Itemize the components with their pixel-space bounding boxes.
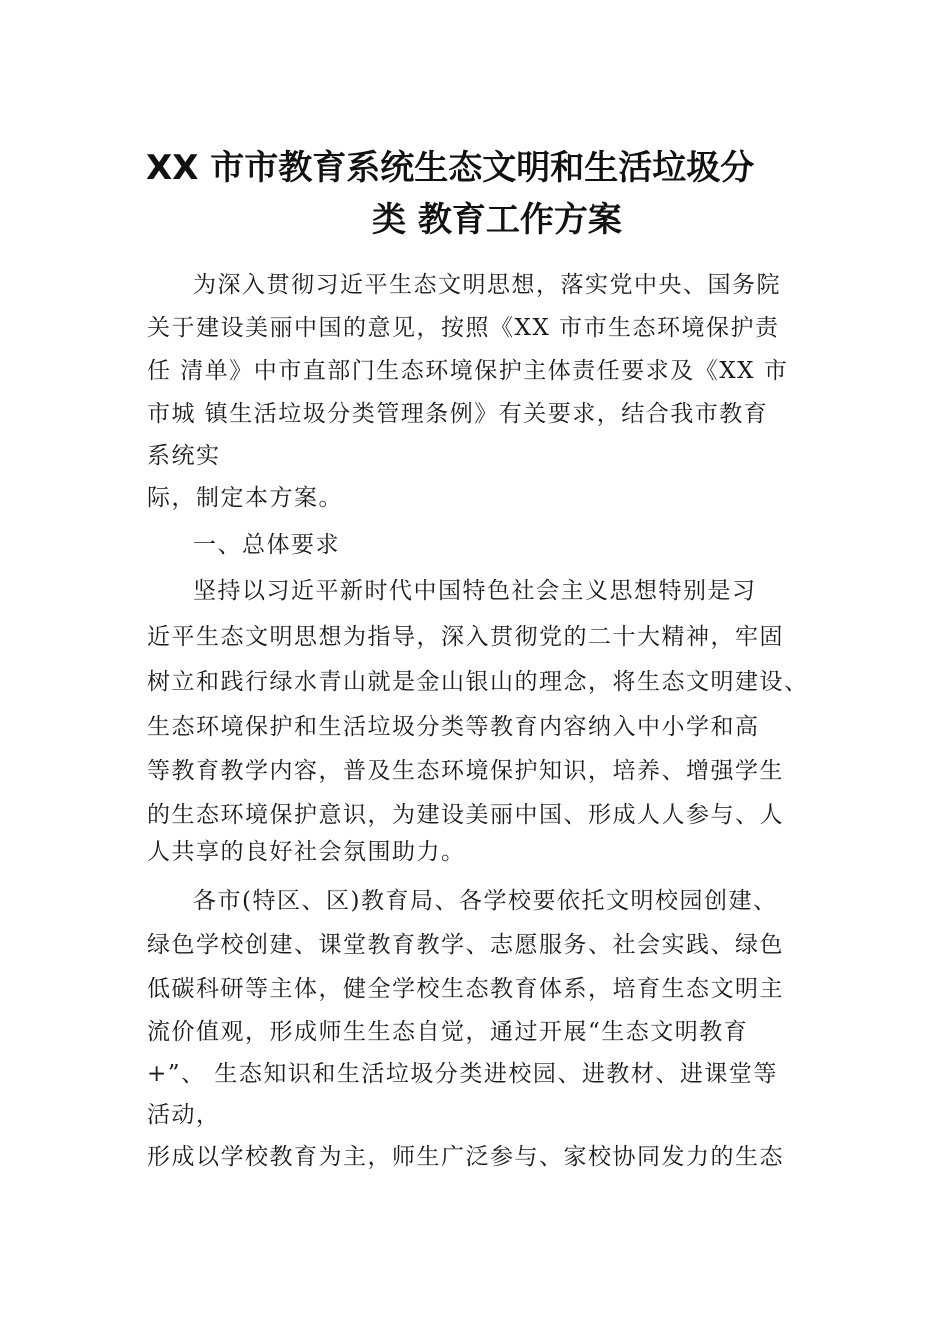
body-line: 生态环境保护和生活垃圾分类等教育内容纳入中小学和高 <box>147 714 760 740</box>
body-line: 人共享的良好社会氛围助力。 <box>147 839 466 865</box>
body-line: 形成以学校教育为主，师生广泛参与、家校协同发力的生态 <box>147 1144 784 1170</box>
body-line: 流价值观，形成师生生态自觉，通过开展“生态文明教育 <box>147 1019 749 1045</box>
section-heading: 一、总体要求 <box>193 532 340 558</box>
body-line: 活动， <box>147 1102 221 1128</box>
body-line: +”、 生态知识和生活垃圾分类进校园、进教材、进课堂等 <box>147 1061 778 1087</box>
body-line: 任 清单》中市直部门生态环境保护主体责任要求及《XX 市 <box>147 358 789 384</box>
body-line: 绿色学校创建、课堂教育教学、志愿服务、社会实践、绿色 <box>147 932 784 958</box>
body-line: 近平生态文明思想为指导，深入贯彻党的二十大精神，牢固 <box>147 624 784 650</box>
document-title-line-1: XX 市市教育系统生态文明和生活垃圾分 <box>146 148 755 188</box>
body-line: 为深入贯彻习近平生态文明思想，落实党中央、国务院 <box>193 272 781 298</box>
body-line: 等教育教学内容，普及生态环境保护知识，培养、增强学生 <box>147 758 784 784</box>
body-line: 树立和践行绿水青山就是金山银山的理念，将生态文明建设、 <box>147 669 809 695</box>
body-line: 低碳科研等主体，健全学校生态教育体系，培育生态文明主 <box>147 976 784 1002</box>
body-line: 坚持以习近平新时代中国特色社会主义思想特别是习 <box>193 578 757 604</box>
body-line: 关于建设美丽中国的意见，按照《XX 市市生态环境保护责 <box>147 315 780 341</box>
body-line: 的生态环境保护意识，为建设美丽中国、形成人人参与、人 <box>147 802 784 828</box>
document-title-line-2: 类 教育工作方案 <box>372 200 622 240</box>
body-line: 际，制定本方案。 <box>147 485 343 511</box>
body-line: 市城 镇生活垃圾分类管理条例》有关要求，结合我市教育 <box>147 401 769 427</box>
body-line: 各市(特区、区)教育局、各学校要依托文明校园创建、 <box>193 888 778 914</box>
body-line: 系统实 <box>147 443 221 469</box>
